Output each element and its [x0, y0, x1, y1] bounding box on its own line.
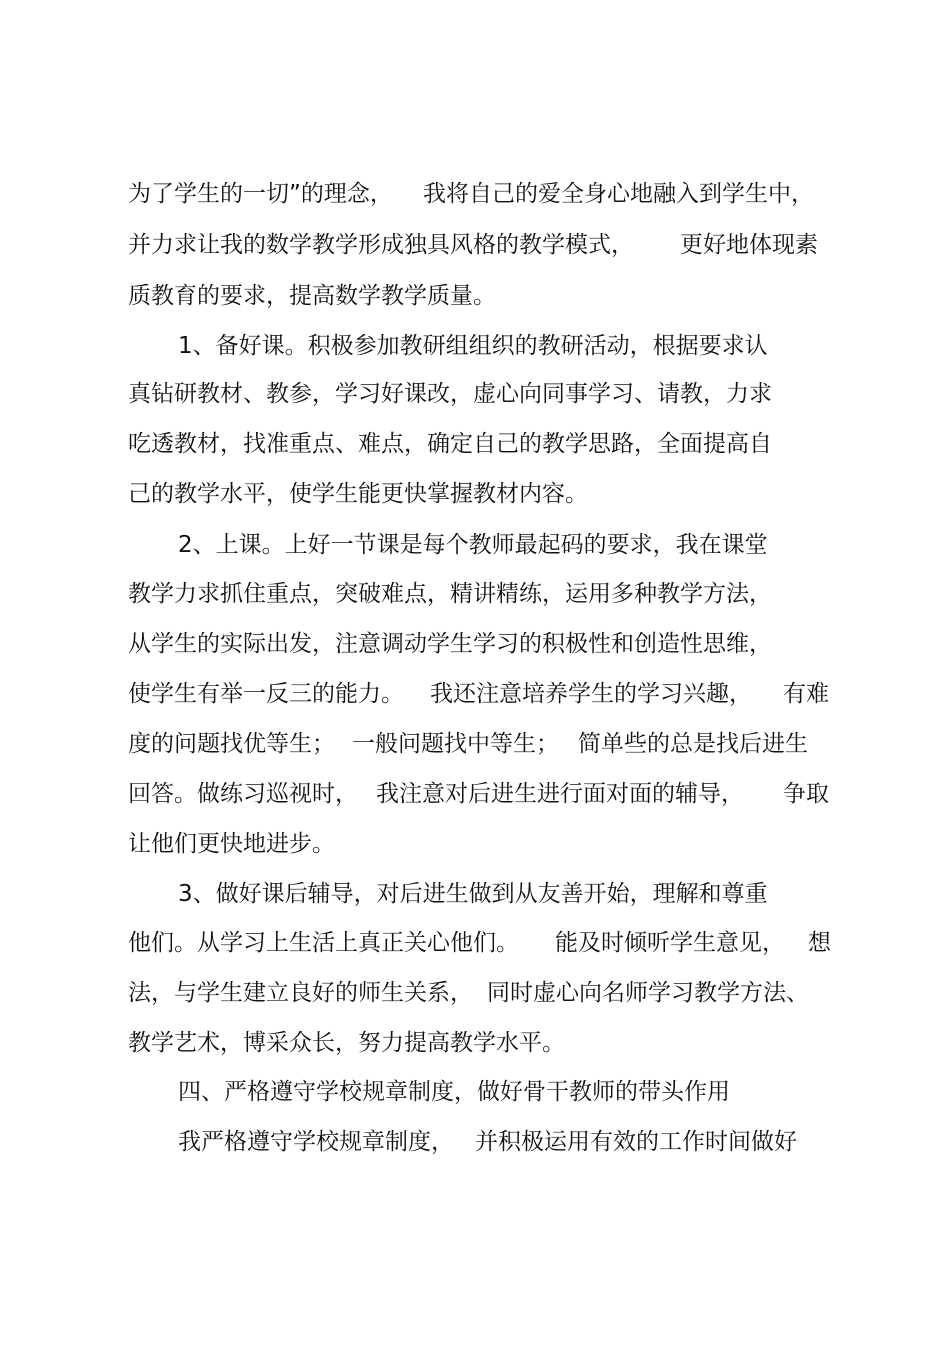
text-segment: 想 — [808, 930, 831, 956]
text-segment: 教学艺术，博采众长，努力提高教学水平。 — [128, 1030, 565, 1056]
text-line — [0, 328, 950, 364]
text-line — [0, 176, 950, 212]
text-segment: 我严格遵守学校规章制度， — [178, 1129, 454, 1155]
text-segment: 己的教学水平，使学生能更快掌握教材内容。 — [128, 481, 588, 507]
text-line — [0, 726, 950, 762]
text-segment: 吃透教材，找准重点、难点，确定自己的教学思路，全面提高自 — [128, 431, 772, 457]
text-segment: 法，与学生建立良好的师生关系， — [128, 980, 473, 1006]
text-segment: 同时虚心向名师学习教学方法、 — [487, 980, 809, 1006]
text-segment: 能及时倾听学生意见， — [555, 930, 785, 956]
text-line — [0, 826, 950, 862]
text-line — [0, 626, 950, 662]
text-segment: 他们。从学习上生活上真正关心他们。 — [128, 930, 519, 956]
text-line — [0, 676, 950, 712]
text-line — [0, 776, 950, 812]
text-segment: 使学生有举一反三的能力。 — [128, 681, 404, 707]
text-segment: 简单些的总是找后进生 — [578, 731, 808, 757]
text-line — [0, 1124, 950, 1160]
text-line — [0, 227, 950, 263]
text-segment: 并力求让我的数学教学形成独具风格的教学模式， — [128, 232, 634, 258]
text-line — [0, 527, 950, 563]
text-line — [0, 1025, 950, 1061]
text-segment: 为了学生的一切”的理念， — [128, 181, 393, 207]
text-segment: 真钻研教材、教参，学习好课改，虚心向同事学习、请教，力求 — [128, 381, 772, 407]
text-segment: 我还注意培养学生的学习兴趣， — [430, 681, 752, 707]
text-segment: 3、做好课后辅导，对后进生做到从友善开始，理解和尊重 — [178, 881, 768, 907]
text-segment: 度的问题找优等生； — [128, 731, 335, 757]
text-segment: 质教育的要求，提高数学教学质量。 — [128, 283, 496, 309]
text-segment: 我将自己的爱全身心地融入到学生中， — [423, 181, 814, 207]
text-line — [0, 576, 950, 612]
text-segment: 四、严格遵守学校规章制度，做好骨干教师的带头作用 — [178, 1079, 730, 1105]
text-segment: 让他们更快地进步。 — [128, 831, 335, 857]
text-line — [0, 278, 950, 314]
text-line — [0, 376, 950, 412]
text-segment: 教学力求抓住重点，突破难点，精讲精练，运用多种教学方法， — [128, 581, 772, 607]
text-segment: 并积极运用有效的工作时间做好 — [475, 1129, 797, 1155]
text-segment: 我注意对后进生进行面对面的辅导， — [376, 781, 744, 807]
text-segment: 争取 — [783, 781, 829, 807]
text-segment: 从学生的实际出发，注意调动学生学习的积极性和创造性思维， — [128, 631, 772, 657]
text-segment: 2、上课。上好一节课是每个教师最起码的要求，我在课堂 — [178, 532, 768, 558]
text-line — [0, 925, 950, 961]
text-segment: 1、备好课。积极参加教研组组织的教研活动，根据要求认 — [178, 333, 768, 359]
text-line — [0, 975, 950, 1011]
text-line — [0, 476, 950, 512]
text-segment: 回答。做练习巡视时， — [128, 781, 358, 807]
text-segment: 有难 — [783, 681, 829, 707]
text-line — [0, 876, 950, 912]
text-line — [0, 426, 950, 462]
text-segment: 一般问题找中等生； — [352, 731, 559, 757]
text-line — [0, 1074, 950, 1110]
text-segment: 更好地体现素 — [680, 232, 818, 258]
